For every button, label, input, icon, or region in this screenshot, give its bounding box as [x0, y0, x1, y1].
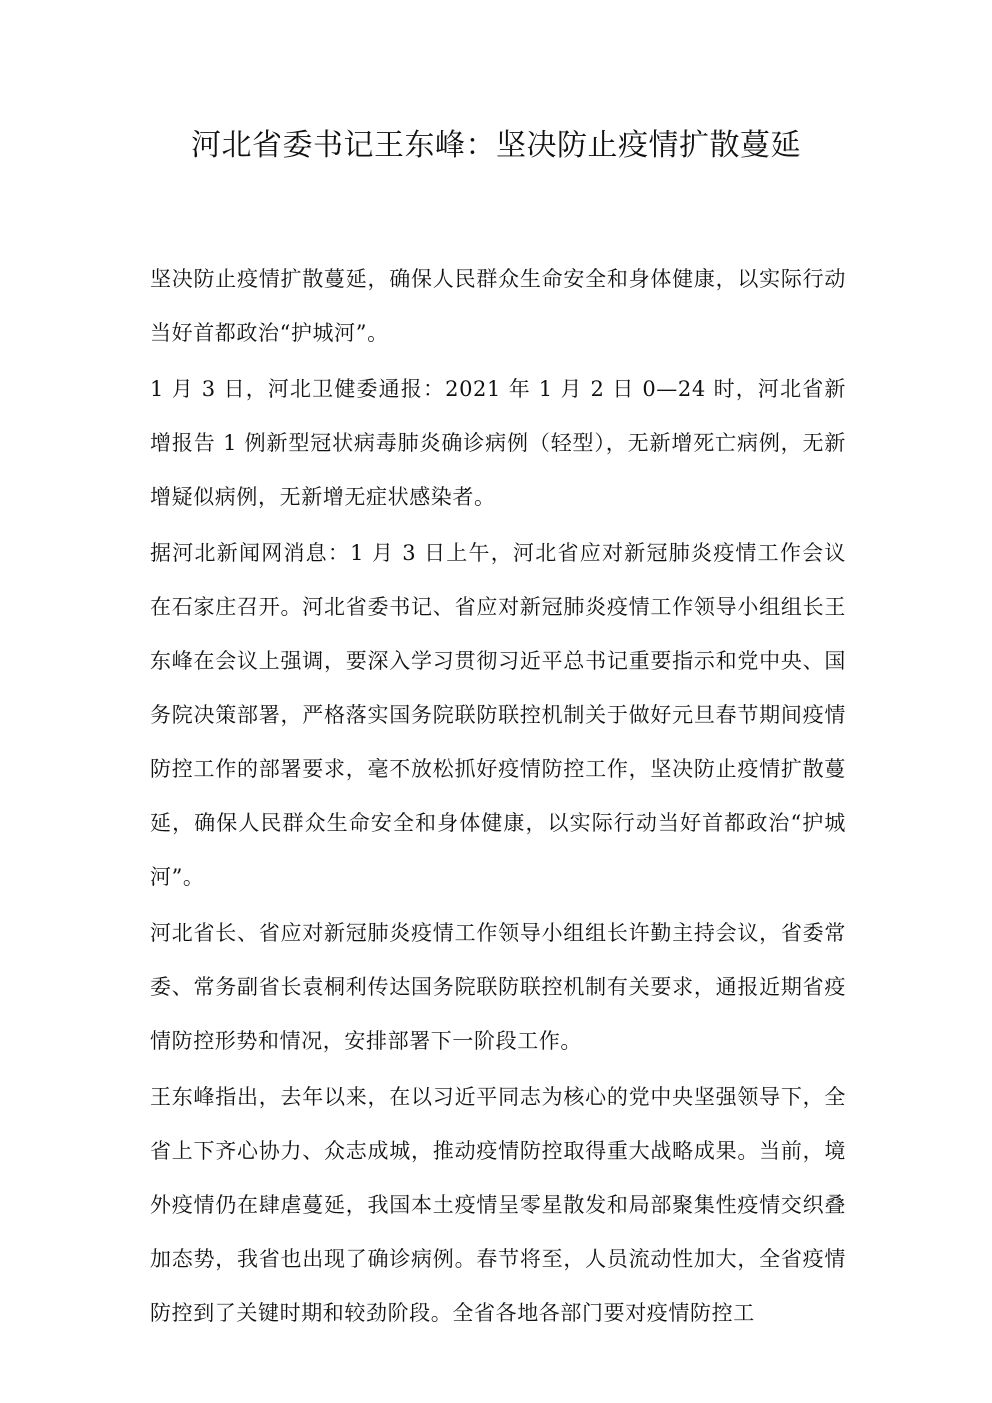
document-title: 河北省委书记王东峰：坚决防止疫情扩散蔓延	[191, 128, 801, 163]
paragraph: 王东峰指出，去年以来，在以习近平同志为核心的党中央坚强领导下，全省上下齐心协力、众志成城，推动疫情防控取得重大战略成果。当前，境外疫情仍在肆虐蔓延，我国本土疫情呈零星散发和局部聚集性疫情交织叠加态势，我省也出现了确诊病例。春节将至，人员流动性加大，全省疫情防控到了关键时期和较劲阶段。全省各地各部门要对疫情防控工	[150, 1085, 846, 1325]
paragraph: 河北省长、省应对新冠肺炎疫情工作领导小组组长许勤主持会议，省委常委、常务副省长袁桐利传达国务院联防联控机制有关要求，通报近期省疫情防控形势和情况，安排部署下一阶段工作。	[150, 921, 846, 1053]
document-body	[150, 252, 846, 1342]
paragraph: 1 月 3 日，河北卫健委通报：2021 年 1 月 2 日 0—24 时，河北省新增报告 1 例新型冠状病毒肺炎确诊病例（轻型），无新增死亡病例，无新增疑似病例，无新增无症状感染者。	[150, 377, 846, 509]
paragraph: 据河北新闻网消息：1 月 3 日上午，河北省应对新冠肺炎疫情工作会议在石家庄召开。河北省委书记、省应对新冠肺炎疫情工作领导小组组长王东峰在会议上强调，要深入学习贯彻习近平总书记重要指示和党中央、国务院决策部署，严格落实国务院联防联控机制关于做好元旦春节期间疫情防控工作的部署要求，毫不放松抓好疫情防控工作，坚决防止疫情扩散蔓延，确保人民群众生命安全和身体健康，以实际行动当好首都政治“护城河”。	[150, 541, 846, 889]
paragraph: 坚决防止疫情扩散蔓延，确保人民群众生命安全和身体健康，以实际行动当好首都政治“护城河”。	[150, 267, 846, 345]
